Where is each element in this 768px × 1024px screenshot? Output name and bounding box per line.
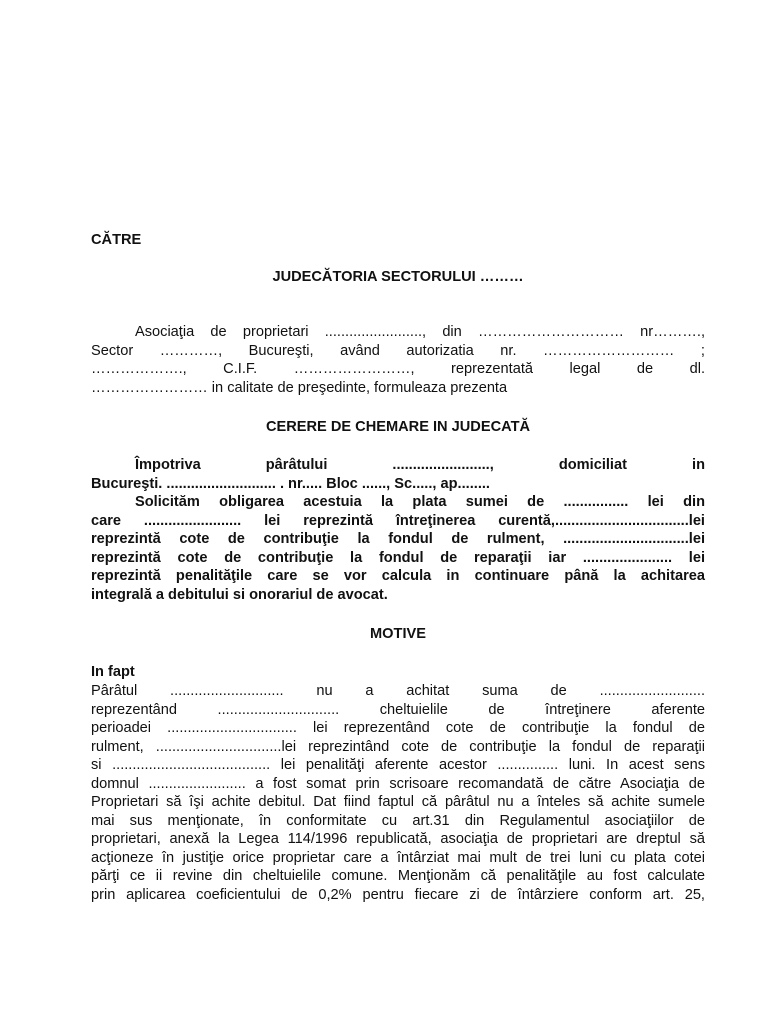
fact-line: Pârâtul ............................ nu a achitat suma de ..........................	[91, 683, 705, 699]
fact-line: rulment, ...............................lei reprezintând cote de contribuţie la fondul de reparaţii	[91, 738, 705, 755]
motive-heading: MOTIVE	[370, 626, 426, 642]
claim-line: reprezintă cote de contribuţie la fondul de reparaţii iar ...................... lei	[91, 549, 705, 566]
claim-line: reprezintă penalităţile care se vor calcula in continuare până la achitarea	[91, 568, 705, 584]
fact-line: acţioneze în justiţie orice proprietar care a întârziat mai mult de trei luni cu plata cotei	[91, 849, 705, 866]
addressee: CĂTRE	[91, 232, 142, 248]
document-title: CERERE DE CHEMARE IN JUDECATĂ	[265, 419, 531, 435]
claim-line: reprezintă cote de contribuţie la fondul de rulment, ...............................lei	[91, 531, 705, 547]
intro-paragraph	[91, 323, 705, 397]
fact-line: reprezentând .............................. cheltuielile de întreţinere aferente	[91, 701, 705, 718]
fact-line: proprietari, anexă la Legea 114/1996 republicată, asociaţia de proprietari are dreptul să	[91, 831, 705, 847]
fact-line: Proprietari să îşi achite debitul. Dat fiind faptul că pârâtul nu a înteles să achite sumele	[91, 794, 705, 810]
claim-line: Solicităm obligarea acestuia la plata sumei de ................ lei din	[135, 494, 705, 510]
intro-line: Sector …………, Bucureşti, având autorizatia nr. ……………………… ;	[91, 342, 705, 359]
fact-line: părţi ce ii revine din cheltuielile comune. Menţionăm că penalităţile au fost calculate	[91, 868, 705, 884]
intro-line: Asociaţia de proprietari ........................, din ………………………… nr……….,	[135, 324, 705, 340]
intro-line: …………………… in calitate de preşedinte, formuleaza prezenta	[91, 379, 508, 396]
intro-line: ………………., C.I.F. ……………………, reprezentată legal de dl.	[91, 361, 705, 377]
in-fapt-paragraph	[91, 682, 705, 904]
fact-line: prin aplicarea coeficientului de 0,2% pentru fiecare zi de întârziere conform art. 25,	[91, 886, 705, 903]
claim-line: integrală a debitului si onorariul de avocat.	[91, 586, 388, 603]
court-name: JUDECĂTORIA SECTORULUI ………	[272, 269, 524, 285]
claim-line: care ........................ lei reprezintă întreţinerea curentă,.................................lei	[91, 512, 705, 529]
in-fapt-heading: In fapt	[91, 664, 135, 680]
claim-line: Bucureşti. ........................... . nr..... Bloc ......, Sc....., ap........	[91, 475, 490, 492]
fact-line: mai sus menţionate, în conformitate cu art.31 din Regulamentul asociaţiilor de	[91, 812, 705, 829]
claim-paragraph	[91, 456, 705, 604]
fact-line: perioadei ................................ lei reprezentând cote de contribuţie la fondul de	[91, 720, 705, 736]
fact-line: domnul ........................ a fost somat prin scrisoare recomandată de către Asociaţia de	[91, 775, 705, 792]
claim-line: Împotriva pârâtului ........................, domiciliat in	[135, 457, 705, 473]
fact-line: si ....................................... lei penalităţi aferente acestor ............... luni. In acest sens	[91, 757, 705, 773]
